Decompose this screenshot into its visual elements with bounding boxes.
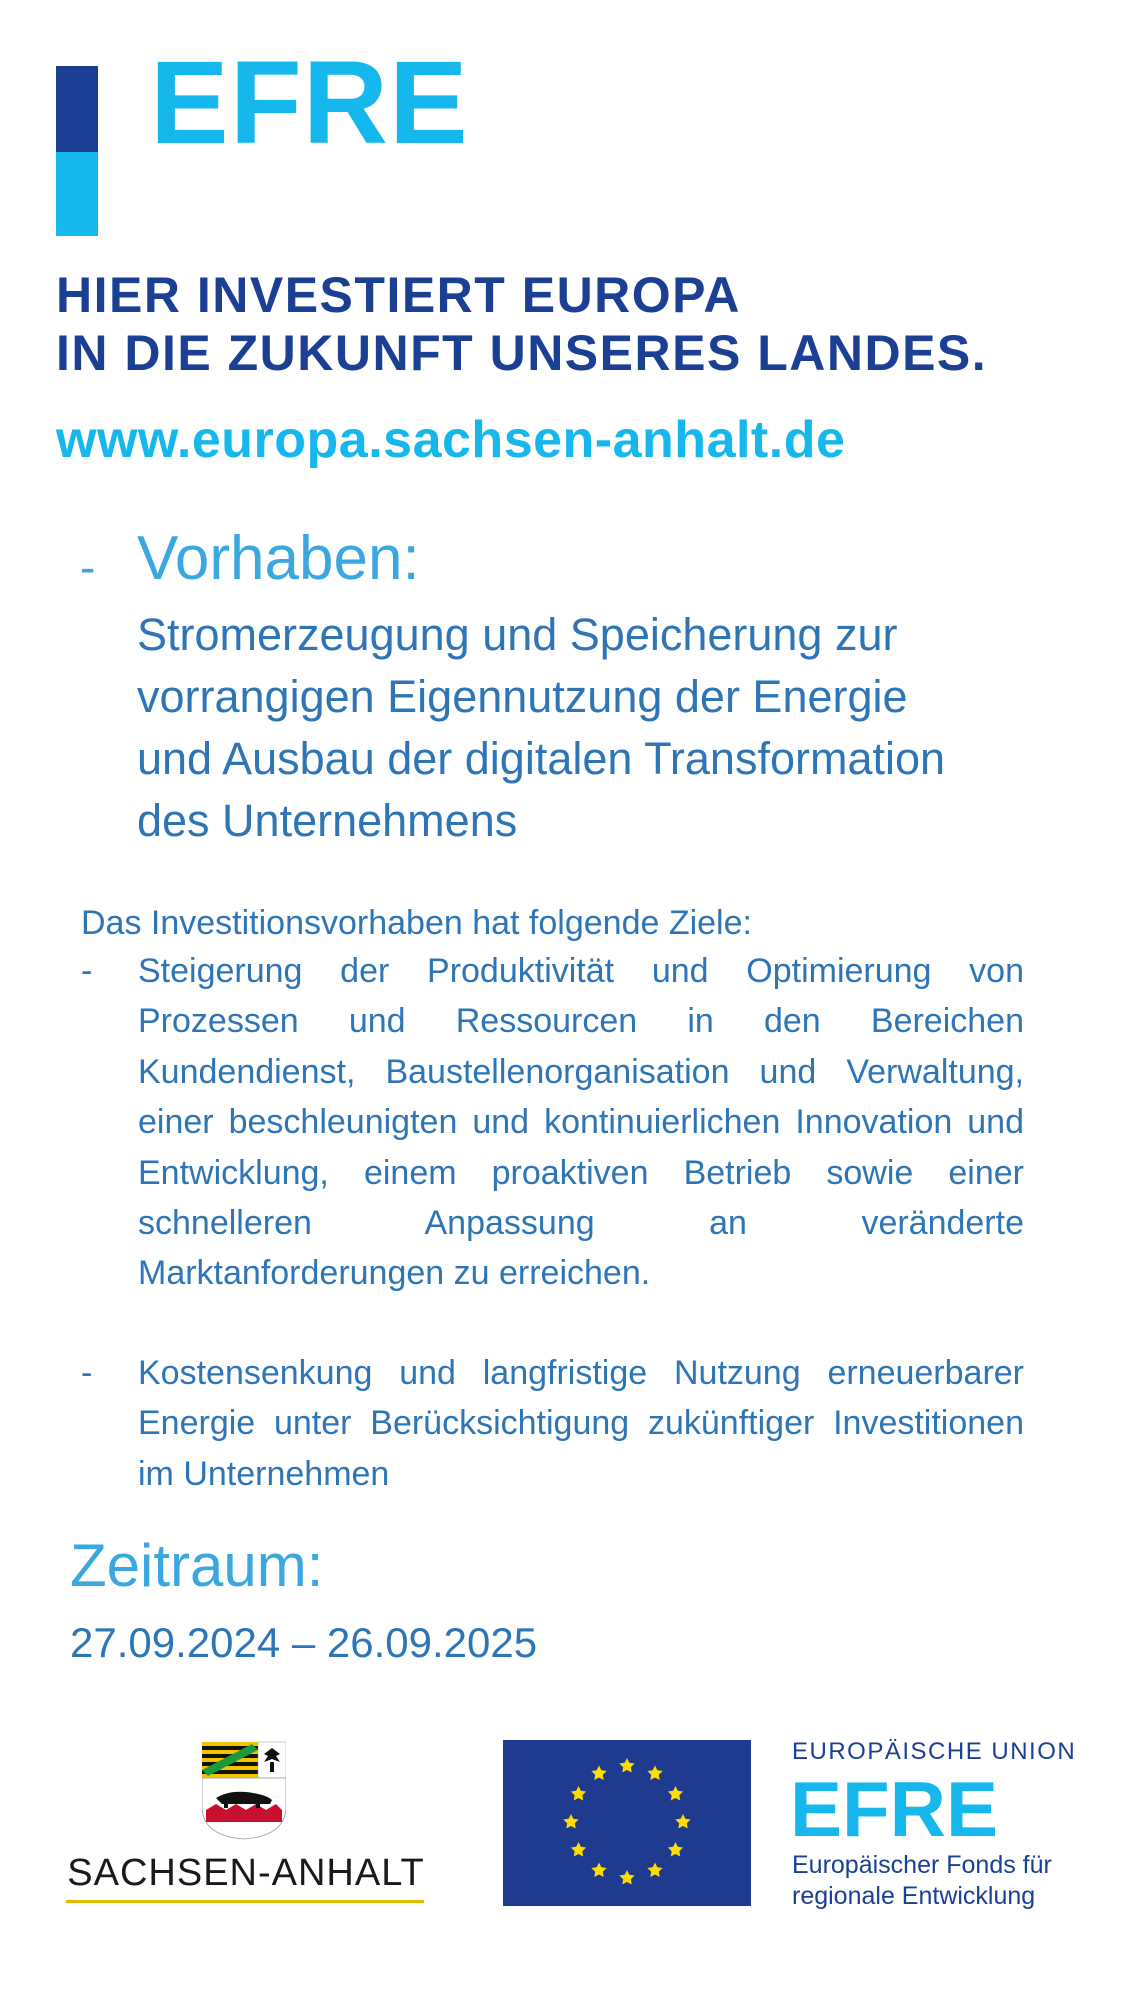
goal-dash: - [81,952,93,990]
vorhaben-line: vorrangigen Eigennutzung der Energie [137,671,908,722]
goal-item: Kostensenkung und langfristige Nutzung erneuerbarer Energie unter Berücksichtigung zukünftiger Investitionen im Unternehmen [138,1354,1024,1493]
vorhaben-title: Vorhaben: [137,524,420,593]
saxony-stripes [202,1742,258,1778]
eu-stars-icon [503,1740,751,1906]
vorhaben-line: und Ausbau der digitalen Transformation [137,733,946,784]
eu-fund-line-1: Europäischer Fonds für [792,1851,1052,1879]
eu-fund-abbr: EFRE [790,1765,999,1853]
website-url: www.europa.sachsen-anhalt.de [56,411,846,469]
vorhaben-line: Stromerzeugung und Speicherung zur [137,609,898,660]
vorhaben-dash: - [80,541,96,593]
eu-fund-line-2: regionale Entwicklung [792,1882,1036,1910]
state-underline [66,1900,424,1903]
goals-intro: Das Investitionsvorhaben hat folgende Ziele: [81,904,752,942]
tagline-line-1: HIER INVESTIERT EUROPA [56,267,741,323]
eagle-field [258,1742,286,1778]
sachsen-anhalt-logo [66,1740,426,1910]
state-name: SACHSEN-ANHALT [67,1852,425,1894]
efre-logo-text: EFRE [150,37,469,169]
eu-flag [503,1740,751,1906]
tagline [56,266,987,382]
vorhaben-description [137,604,1087,852]
zeitraum-title: Zeitraum: [70,1532,324,1599]
star-ring [563,1758,690,1884]
vorhaben-line: des Unternehmens [137,795,518,846]
efre-bar-light [56,152,98,236]
tagline-line-2: IN DIE ZUKUNFT UNSERES LANDES. [56,325,988,381]
goal-dash: - [81,1354,93,1392]
efre-bar-dark [56,66,98,152]
coat-of-arms-icon [202,1740,286,1840]
eu-fund-name [792,1850,1052,1912]
eu-label: EUROPÄISCHE UNION [792,1738,1077,1765]
zeitraum-dates: 27.09.2024 – 26.09.2025 [70,1619,538,1666]
goal-item: Steigerung der Produktivität und Optimierung von Prozessen und Ressourcen in den Bereichen Kundendienst, Baustellenorganisation und Verwaltung, einer beschleunigten und kontinuierlichen Innovation und Entwicklung, einem proaktiven Betrieb sowie einer schnelleren Anpassung an veränderte Marktanforderungen zu erreichen. [138,952,1024,1293]
